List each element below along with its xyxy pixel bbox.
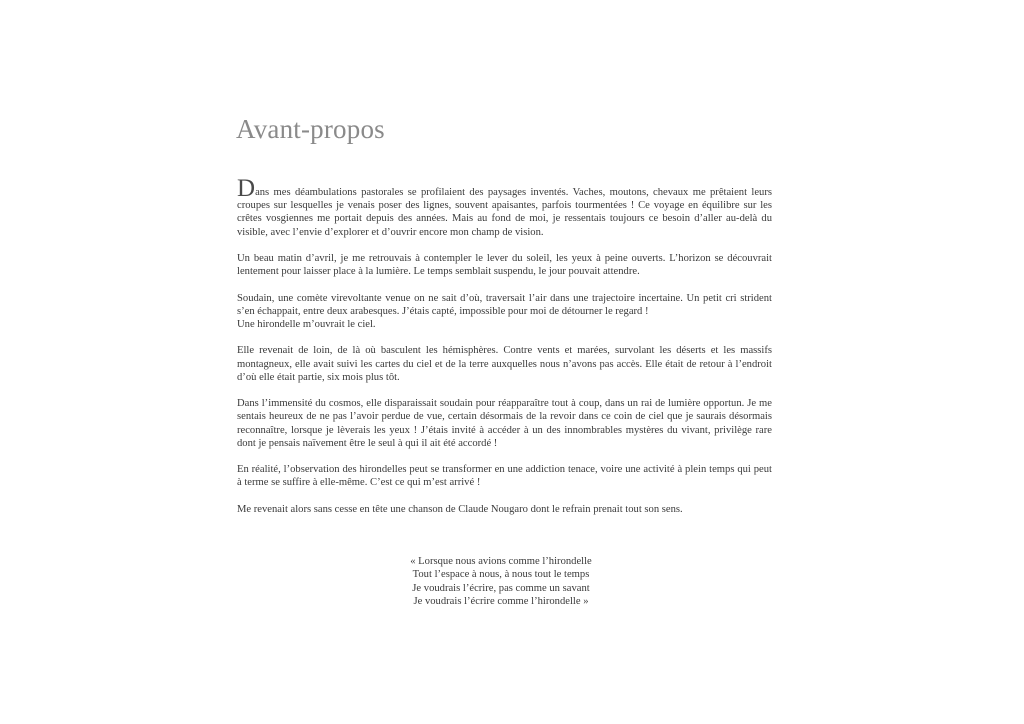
body-text — [237, 175, 772, 529]
paragraph-4: Elle revenait de loin, de là où basculent les hémisphères. Contre vents et marées, survolant les déserts et les massifs montagneux, elle avait suivi les cartes du ciel et de la terre auxquelles nous n’avons pas accès. Elle était de retour à l’endroit d’où elle était partie, six mois plus tôt. — [237, 345, 772, 383]
paragraph-1 — [237, 175, 772, 239]
paragraph-5: Dans l’immensité du cosmos, elle disparaissait soudain pour réapparaître tout à coup, dans un rai de lumière opportun. Je me sentais heureux de ne pas l’avoir perdue de vue, certain désormais de la revoir dans ce coin de ciel que je saurais désormais reconnaître, lorsque je lèverais les yeux ! J’étais invité à accéder à un des innombrables mystères du vivant, privilège rare dont je pensais naïvement être le seul à qui il ait été accordé ! — [237, 398, 772, 449]
paragraph-3 — [237, 292, 772, 332]
quote-line: « Lorsque nous avions comme l’hirondelle — [410, 556, 592, 567]
quote-line: Je voudrais l’écrire comme l’hirondelle » — [413, 596, 589, 608]
page-title: Avant-propos — [236, 114, 385, 144]
paragraph-7: Me revenait alors sans cesse en tête une chanson de Claude Nougaro dont le refrain prenait tout son sens. — [237, 503, 683, 515]
song-quote — [350, 555, 652, 609]
paragraph-2: Un beau matin d’avril, je me retrouvais à contempler le lever du soleil, les yeux à peine ouverts. L’horizon se découvrait lentement pour laisser place à la lumière. Le temps semblait suspendu, le jour pouvait attendre. — [237, 253, 772, 278]
paragraph-6: En réalité, l’observation des hirondelles peut se transformer en une addiction tenace, voire une activité à plein temps qui peut à terme se suffire à elle-même. C’est ce qui m’est arrivé ! — [237, 464, 772, 489]
paragraph-3-closing-line: Une hirondelle m’ouvrait le ciel. — [237, 319, 376, 330]
paragraph-3-text: Soudain, une comète virevoltante venue on ne sait d’où, traversait l’air dans une trajectoire incertaine. Un petit cri strident s’en échappait, entre deux arabesques. J’étais capté, impossible pour moi de détourner le regard ! — [237, 292, 772, 317]
drop-cap: D — [237, 175, 256, 202]
quote-line: Tout l’espace à nous, à nous tout le temps — [412, 569, 590, 581]
quote-line: Je voudrais l’écrire, pas comme un savant — [412, 582, 590, 594]
paragraph-1-text: ans mes déambulations pastorales se profilaient des paysages inventés. Vaches, moutons, chevaux me prêtaient leurs croupes sur lesquelles je venais poser des lignes, souvent apaisantes, parfois tourmentées ! Ce voyage en équilibre sur les crêtes vosgiennes me portait depuis des années. Mais au fond de moi, je ressentais toujours ce besoin d’aller au-delà du visible, avec l’envie d’explorer et d’ouvrir encore mon champ de vision. — [237, 187, 772, 238]
